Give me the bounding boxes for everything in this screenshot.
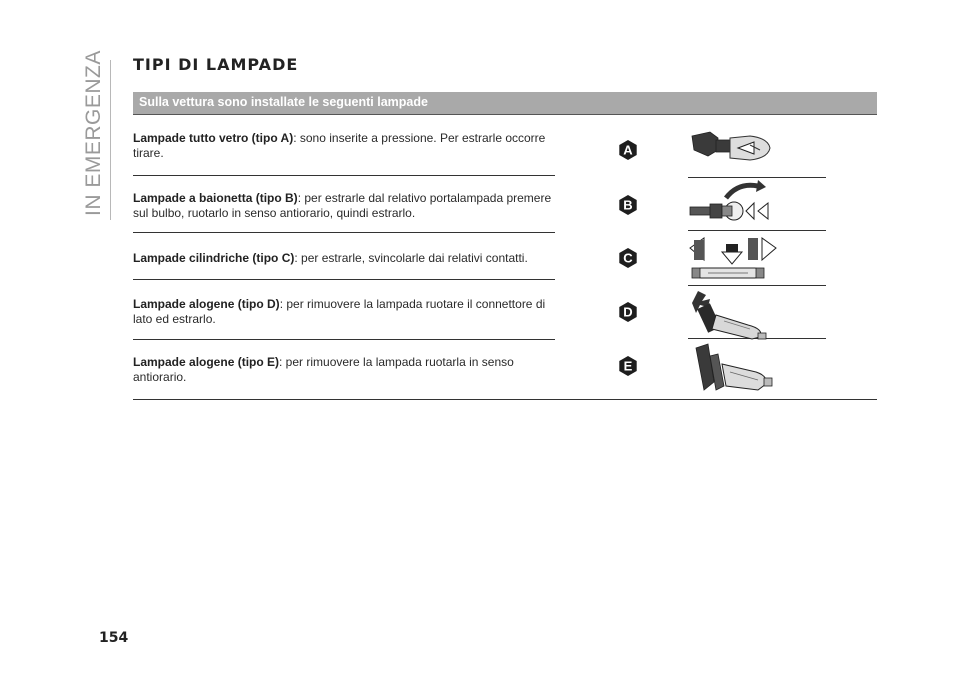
badge-letter: B [623, 197, 633, 213]
badge-letter: D [623, 304, 633, 320]
lamp-row-c [133, 251, 555, 266]
lamp-row-d [133, 297, 555, 327]
table-bottom-rule [133, 399, 877, 400]
badge-letter: C [623, 250, 633, 266]
badge-a [618, 140, 638, 160]
badge-letter: A [623, 142, 633, 158]
lamp-description: : per estrarle, svincolarle dai relativi contatti. [294, 251, 528, 265]
row-divider [133, 339, 555, 340]
lamp-description: : per rimuovere la lampada ruotarla in senso antiorario. [133, 355, 514, 384]
side-divider [110, 60, 111, 220]
row-divider [133, 279, 555, 280]
lamp-name: Lampade cilindriche (tipo C) [133, 251, 295, 265]
section-banner [133, 92, 877, 115]
lamp-d-illustration [688, 289, 788, 343]
lamp-b-illustration [688, 180, 788, 234]
lamp-c-illustration [688, 234, 788, 288]
section-tab-label: IN EMERGENZA [82, 50, 105, 216]
lamp-description: : per rimuovere la lampada ruotare il connettore di lato ed estrarlo. [133, 297, 546, 326]
lamp-name: Lampade alogene (tipo E) [133, 355, 280, 369]
section-banner-text: Sulla vettura sono installate le seguenti lampade [139, 95, 428, 109]
badge-d [618, 302, 638, 322]
lamp-description: : sono inserite a pressione. Per estrarle occorre tirare. [133, 131, 546, 160]
row-divider [133, 175, 555, 176]
badge-letter: E [623, 358, 633, 374]
lamp-a-illustration [688, 128, 788, 182]
badge-e [618, 356, 638, 376]
lamp-name: Lampade alogene (tipo D) [133, 297, 280, 311]
row-divider [133, 232, 555, 233]
badge-b [618, 195, 638, 215]
lamp-name: Lampade a baionetta (tipo B) [133, 191, 298, 205]
page-number: 154 [99, 630, 129, 646]
lamp-name: Lampade tutto vetro (tipo A) [133, 131, 294, 145]
page-title: TIPI DI LAMPADE [133, 55, 299, 74]
lamp-description: : per estrarle dal relativo portalampada premere sul bulbo, ruotarlo in senso antiorario, quindi estrarlo. [133, 191, 552, 220]
lamp-row-b [133, 191, 555, 221]
badge-c [618, 248, 638, 268]
lamp-row-a [133, 131, 555, 161]
lamp-row-e [133, 355, 555, 385]
lamp-e-illustration [688, 342, 788, 396]
